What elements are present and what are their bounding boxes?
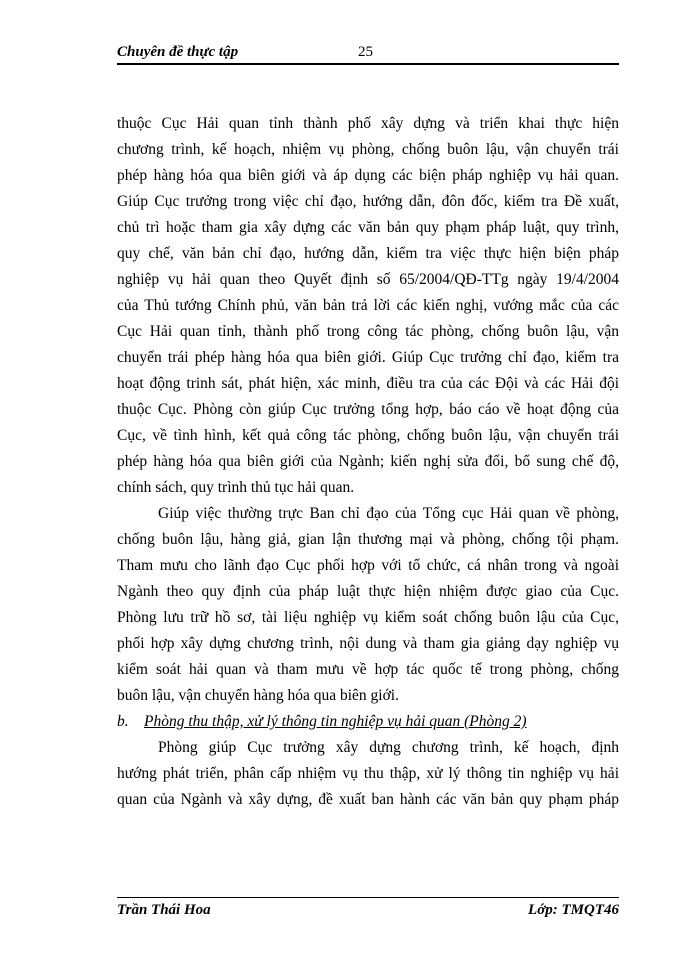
text-line: quan của Ngành và xây dựng, đề xuất ban hành các văn bản quy phạm pháp [117, 791, 619, 808]
text-line: hoạt động trinh sát, phát hiện, xác minh, điều tra của các Đội và các Hải đội [117, 375, 619, 392]
text-line: kiểm soát hải quan và tham mưu về hợp tác quốc tế trong phòng, chống [117, 661, 619, 678]
text-line: Phòng giúp Cục trưởng xây dựng chương trình, kế hoạch, định [158, 739, 619, 756]
text-line: chống buôn lậu, hàng giả, gian lận thương mại và phòng, chống tội phạm. [117, 531, 619, 548]
text-line: thuộc Cục. Phòng còn giúp Cục trưởng tổng hợp, báo cáo về hoạt động của [117, 401, 619, 418]
text-line: của Thủ tướng Chính phủ, văn bản trả lời các kiến nghị, vướng mắc của các [117, 297, 619, 314]
text-line: Tham mưu cho lãnh đạo Cục phối hợp với tổ chức, cá nhân trong và ngoài [117, 557, 619, 574]
page-number: 25 [358, 44, 373, 60]
text-line: phép hàng hóa qua biên giới của Ngành; kiến nghị sửa đổi, bổ sung chế độ, [117, 453, 619, 470]
class-label: Lớp: TMQT46 [528, 902, 619, 918]
footer-rule [117, 897, 619, 898]
subheading-label: b. [117, 713, 129, 730]
text-line: phép hàng hóa qua biên giới và áp dụng các biện pháp nghiệp vụ hải quan. [117, 167, 619, 184]
text-line: quy chế, văn bản chỉ đạo, hướng dẫn, kiểm tra việc thực hiện biện pháp [117, 245, 619, 262]
text-line: Cục Hải quan tỉnh, thành phố trong công tác phòng, chống buôn lậu, vận [117, 323, 619, 340]
text-line: hướng phát triển, phân cấp nhiệm vụ thu thập, xử lý thông tin nghiệp vụ hải [117, 765, 619, 782]
subheading-text: Phòng thu thập, xử lý thông tin nghiệp vụ hải quan (Phòng 2) [144, 713, 527, 730]
text-line: Ngành theo quy định của pháp luật thực hiện nhiệm được giao của Cục. [117, 583, 619, 600]
section-subheading [117, 709, 619, 735]
document-title: Chuyên đề thực tập [117, 44, 239, 60]
text-line: Cục, về tình hình, kết quả công tác phòng, chống buôn lậu, vận chuyển trái [117, 427, 619, 444]
text-line: thuộc Cục Hải quan tỉnh thành phố xây dựng và triển khai thực hiện [117, 115, 619, 132]
text-line: Giúp việc thường trực Ban chỉ đạo của Tổng cục Hải quan về phòng, [158, 505, 619, 522]
text-line: phối hợp xây dựng chương trình, nội dung và tham gia giảng dạy nghiệp vụ [117, 635, 619, 652]
text-line: Phòng lưu trữ hồ sơ, tài liệu nghiệp vụ kiểm soát chống buôn lậu của Cục, [117, 609, 619, 626]
author-name: Trần Thái Hoa [117, 902, 211, 918]
text-line: Giúp Cục trưởng trong việc chỉ đạo, hướng dẫn, đôn đốc, kiểm tra Đề xuất, [117, 193, 619, 210]
text-line: buôn lậu, vận chuyển hàng hóa qua biên giới. [117, 687, 399, 704]
text-line: nghiệp vụ hải quan theo Quyết định số 65/2004/QĐ-TTg ngày 19/4/2004 [117, 271, 619, 288]
text-line: chuyển trái phép hàng hóa qua biên giới. Giúp Cục trưởng chỉ đạo, kiểm tra [117, 349, 619, 366]
text-line: chính sách, quy trình thủ tục hải quan. [117, 479, 355, 496]
text-line: chủ trì hoặc tham gia xây dựng các văn bản quy phạm pháp luật, quy trình, [117, 219, 619, 236]
text-line: chương trình, kế hoạch, nhiệm vụ phòng, chống buôn lậu, vận chuyển trái [117, 141, 619, 158]
document-body [117, 111, 619, 813]
header-rule [117, 63, 619, 65]
page-footer [117, 902, 619, 922]
